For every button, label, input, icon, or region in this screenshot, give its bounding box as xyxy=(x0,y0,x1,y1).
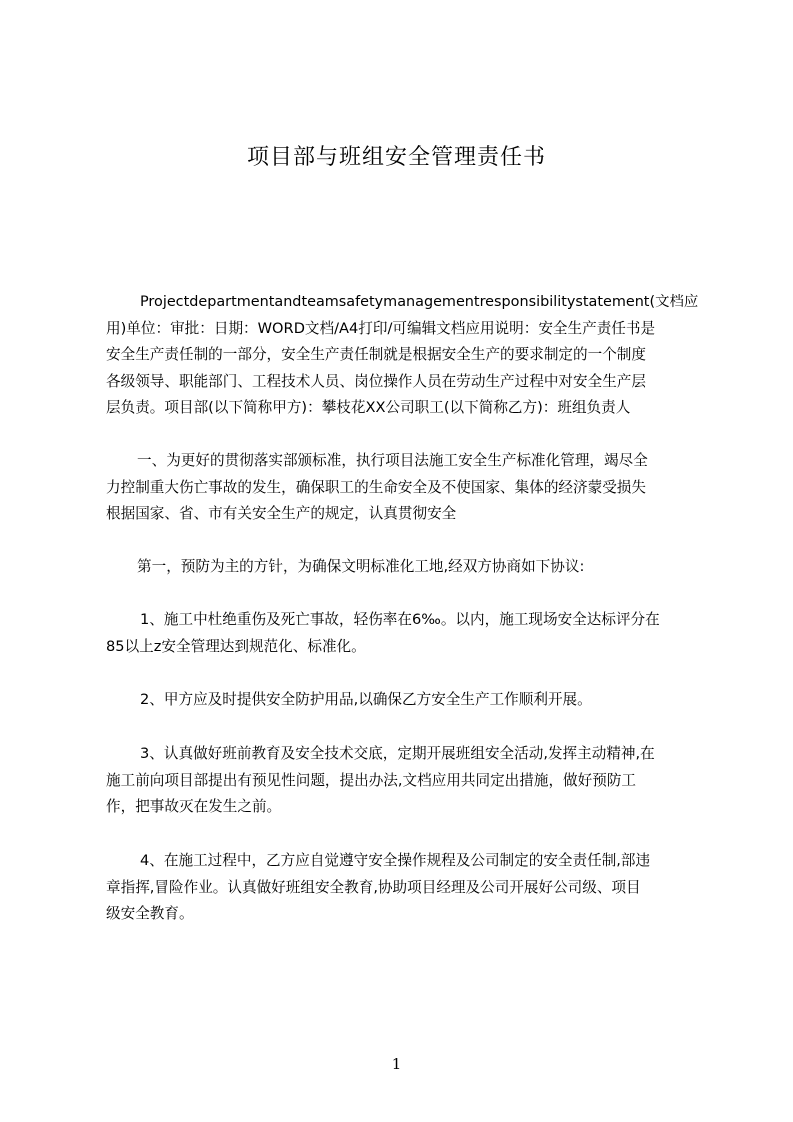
document-title: 项目部与班组安全管理责任书 xyxy=(246,145,546,170)
text-line: 3、认真做好班前教育及安全技术交底，定期开展班组安全活动,发挥主动精神,在 xyxy=(140,745,655,762)
text-line: 一、为更好的贯彻落实部颁标准，执行项目法施工安全生产标准化管理，竭尽全 xyxy=(137,452,648,469)
text-line: 4、在施工过程中，乙方应自觉遵守安全操作规程及公司制定的安全责任制,部违 xyxy=(140,852,651,869)
text-line: 安全生产责任制的一部分，安全生产责任制就是根据安全生产的要求制定的一个制度 xyxy=(106,346,646,363)
text-line: 作，把事故灭在发生之前。 xyxy=(106,798,282,815)
text-line: 施工前向项目部提出有预见性问题，提出办法,文档应用共同定出措施，做好预防工 xyxy=(106,771,637,789)
text-line: 1、施工中杜绝重伤及死亡事故，轻伤率在6‰。以内，施工现场安全达标评分在 xyxy=(140,611,660,628)
text-line: 第一，预防为主的方针，为确保文明标准化工地,经双方协商如下协议: xyxy=(137,558,585,575)
section-2-paragraph xyxy=(106,554,702,581)
text-line: 根据国家、省、市有关安全生产的规定，认真贯彻安全 xyxy=(106,505,457,522)
page-number: 1 xyxy=(391,1055,402,1073)
text-line: 层负责。项目部(以下简称甲方)：攀枝花XX公司职工(以下简称乙方)：班组负责人 xyxy=(106,399,631,416)
text-line: 级安全教育。 xyxy=(106,905,194,922)
item-1-paragraph xyxy=(106,607,702,660)
item-2-paragraph xyxy=(106,687,702,714)
text-line: 2、甲方应及时提供安全防护用品,以确保乙方安全生产工作顺利开展。 xyxy=(140,691,592,708)
item-3-paragraph xyxy=(106,741,702,821)
text-line: 用)单位：审批：日期：WORD文档/A4打印/可编辑文档应用说明：安全生产责任书是 xyxy=(106,319,656,337)
intro-paragraph xyxy=(106,289,702,422)
text-line: 力控制重大伤亡事故的发生，确保职工的生命安全及不使国家、集体的经济蒙受损失 xyxy=(106,478,646,496)
text-line: 章指挥,冒险作业。认真做好班组安全教育,协助项目经理及公司开展好公司级、项目 xyxy=(106,878,641,896)
section-1-paragraph xyxy=(106,448,702,528)
item-4-paragraph xyxy=(106,848,702,928)
text-line: 85以上z安全管理达到规范化、标准化。 xyxy=(106,637,366,655)
text-line: 各级领导、职能部门、工程技术人员、岗位操作人员在劳动生产过程中对安全生产层 xyxy=(106,372,646,390)
text-line: Projectdepartmentandteamsafetymanagementresponsibilitystatement(文档应 xyxy=(140,294,699,310)
